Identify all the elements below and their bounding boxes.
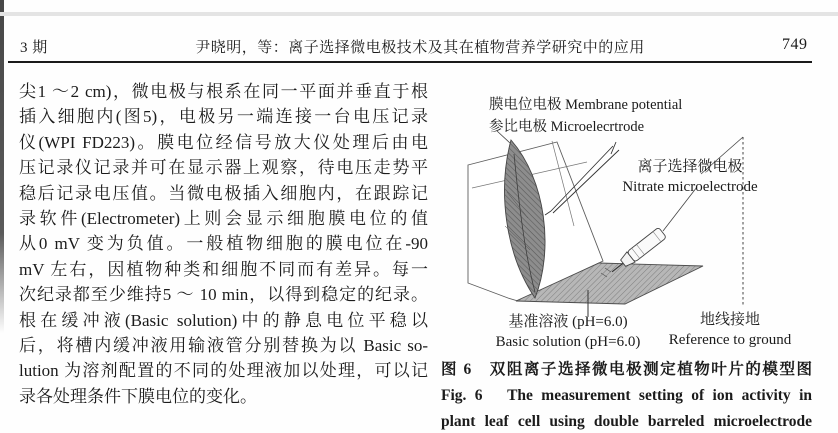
figure-caption-zh: 图 6 双阻离子选择微电极测定植物叶片的模型图 (441, 361, 812, 378)
fig-label-solution-zh: 基准溶液 (pH=6.0) (508, 314, 628, 330)
fig-label-ion-en: Nitrate microelectrode (622, 179, 758, 195)
fig-label-ion (600, 157, 780, 197)
fig-label-ion-zh: 离子选择微电极 (637, 159, 743, 175)
body-line: lution 为溶剂配置的不同的处理液加以处理，可以记 (19, 361, 428, 381)
body-line: 次纪录都至少维持5 ～ 10 min，以得到稳定的纪录。 (19, 285, 428, 305)
fig-label-ground-en: Reference to ground (668, 332, 792, 348)
figure-caption (441, 357, 812, 433)
scan-top-band (0, 12, 838, 16)
figure-caption-en-1: Fig. 6 The measurement setting of ion activity in (441, 387, 812, 404)
body-line: mV 左右，因植物种类和细胞不同而有差异。每一 (19, 259, 428, 279)
header-rule (8, 61, 812, 63)
body-line: 压记录仪记录并可在显示器上观察，待电压走势平 (19, 158, 428, 178)
body-line: 稳后记录电压值。当微电极插入细胞内，在跟踪记 (19, 183, 428, 203)
fig-label-solution (477, 312, 659, 352)
body-line: 根在缓冲液(Basic solution)中的静息电位平稳以 (19, 310, 428, 330)
body-line: 录各处理条件下膜电位的变化。 (19, 386, 257, 406)
body-text-column (19, 79, 428, 409)
fig-label-reference: 参比电极 Microelecrtrode (489, 119, 645, 135)
fig-label-ground (652, 310, 808, 350)
body-line: 尖1 ～2 cm)，微电极与根系在同一平面并垂直于根 (19, 82, 428, 101)
body-line: 仪(WPI FD223)。膜电位经信号放大仪处理后由电 (19, 132, 428, 152)
syringe-body (627, 227, 667, 262)
fig-label-membrane: 膜电位电极 Membrane potential (489, 97, 683, 113)
body-line: 录软件(Electrometer)上则会显示细胞膜电位的值 (19, 208, 428, 228)
running-title: 尹晓明，等：离子选择微电极技术及其在植物营养学研究中的应用 (195, 40, 645, 56)
fig-label-ground-zh: 地线接地 (699, 312, 760, 328)
scan-left-edge-bar (0, 0, 4, 333)
body-line: 插入细胞内(图5)，电极另一端连接一台电压记录 (19, 107, 428, 127)
journal-issue: 3 期 (20, 40, 48, 56)
fig-label-solution-en: Basic solution (pH=6.0) (495, 334, 641, 350)
figure-caption-en-2: plant leaf cell using double barreled microelectrode (441, 413, 812, 430)
body-line: 从0 mV 变为负值。一般植物细胞的膜电位在-90 (19, 234, 428, 254)
page-number: 749 (782, 36, 808, 53)
body-line: 后，将槽内缓冲液用输液管分别替换为以 Basic so- (19, 335, 428, 355)
